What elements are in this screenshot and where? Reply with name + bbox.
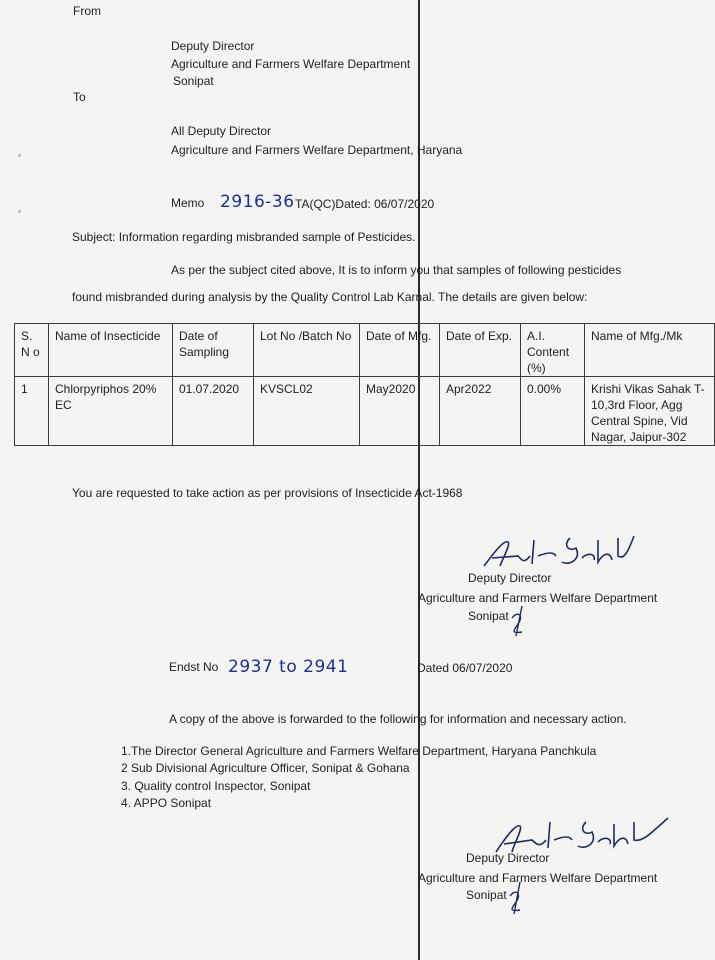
signatory-1-location: Sonipat — [468, 609, 509, 623]
cell-lot-no: KVSCL02 — [254, 377, 360, 446]
memo-number-handwritten: 2916-36 — [220, 192, 295, 212]
list-item: 4. APPO Sonipat — [121, 796, 212, 810]
endst-date: Dated 06/07/2020 — [417, 661, 513, 675]
memo-label: Memo — [171, 196, 205, 210]
cell-serial: 1 — [15, 377, 49, 446]
memo-reference: TA(QC)Dated: 06/07/2020 — [295, 197, 435, 211]
signatory-2-location: Sonipat — [466, 888, 507, 902]
list-item: 3. Quality control Inspector, Sonipat — [121, 779, 311, 793]
paper-speck — [18, 210, 21, 213]
body-line-2: found misbranded during analysis by the Quality Control Lab Karnal. The details are given below: — [72, 290, 588, 304]
signatory-1-department: Agriculture and Farmers Welfare Department — [418, 591, 658, 605]
sender-title: Deputy Director — [171, 39, 255, 53]
signature-2-tick — [504, 880, 526, 916]
header-insecticide: Name of Insecticide — [49, 324, 173, 377]
cell-sampling-date: 01.07.2020 — [173, 377, 254, 446]
request-line: You are requested to take action as per provisions of Insecticide Act-1968 — [72, 486, 463, 500]
list-item: 2 Sub Divisional Agriculture Officer, Sonipat & Gohana — [121, 761, 410, 775]
table-row — [15, 377, 715, 446]
header-serial: S. N o — [15, 324, 49, 377]
signatory-2-department: Agriculture and Farmers Welfare Department — [418, 871, 658, 885]
misbranded-samples-table — [14, 323, 715, 446]
header-mfg-date: Date of Mfg. — [360, 324, 440, 377]
table-header-row — [15, 324, 715, 377]
cell-mfg-date: May2020 — [360, 377, 440, 446]
copy-intro: A copy of the above is forwarded to the following for information and necessary action. — [169, 712, 627, 726]
body-line-1: As per the subject cited above, It is to inform you that samples of following pesticides — [171, 263, 622, 277]
from-label: From — [73, 4, 101, 18]
list-item: 1.The Director General Agriculture and Farmers Welfare Department, Haryana Panchkula — [121, 744, 597, 758]
signature-1-tick — [506, 604, 528, 638]
endst-number-handwritten: 2937 to 2941 — [228, 657, 349, 677]
header-ai-content: A.I. Content (%) — [521, 324, 585, 377]
to-label: To — [73, 90, 86, 104]
cell-exp-date: Apr2022 — [440, 377, 521, 446]
cell-ai-content: 0.00% — [521, 377, 585, 446]
subject-line: Subject: Information regarding misbranded sample of Pesticides. — [72, 230, 416, 244]
cell-manufacturer: Krishi Vikas Sahak T-10,3rd Floor, Agg Central Spine, Vid Nagar, Jaipur-302 — [585, 377, 715, 446]
header-exp-date: Date of Exp. — [440, 324, 521, 377]
endst-label: Endst No — [169, 660, 219, 674]
signatory-1-title: Deputy Director — [468, 571, 552, 585]
paper-speck — [18, 154, 21, 157]
header-manufacturer: Name of Mfg./Mk — [585, 324, 715, 377]
sender-location: Sonipat — [173, 74, 214, 88]
header-sampling-date: Date of Sampling — [173, 324, 254, 377]
header-lot-no: Lot No /Batch No — [254, 324, 360, 377]
recipient-title: All Deputy Director — [171, 124, 272, 138]
recipient-department: Agriculture and Farmers Welfare Department, Haryana — [171, 143, 463, 157]
sender-department: Agriculture and Farmers Welfare Department — [171, 57, 411, 71]
cell-insecticide: Chlorpyriphos 20% EC — [49, 377, 173, 446]
signatory-2-title: Deputy Director — [466, 851, 550, 865]
